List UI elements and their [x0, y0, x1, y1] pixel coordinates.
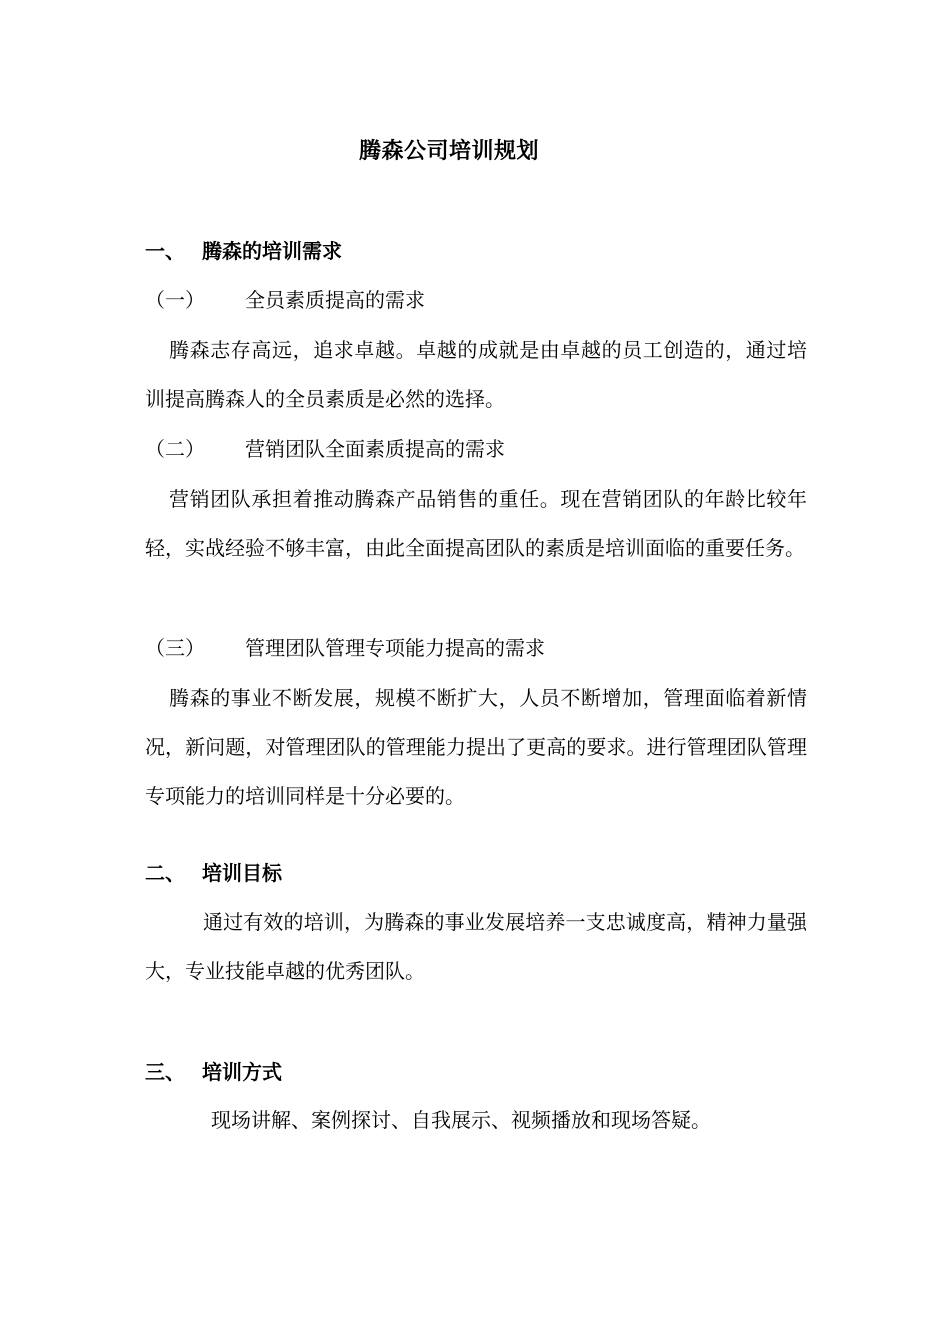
- section-title: 培训目标: [202, 861, 282, 885]
- subsection-heading-1-1: [145, 283, 425, 317]
- section-title: 培训方式: [202, 1060, 282, 1084]
- paragraph-2: 通过有效的培训，为腾森的事业发展培养一支忠诚度高，精神力量强大，专业技能卓越的优秀团队。: [145, 910, 807, 983]
- section-number: 一、: [145, 239, 185, 263]
- subsection-number: （一）: [145, 288, 205, 312]
- section-title: 腾森的培训需求: [202, 239, 342, 263]
- section-heading-1: [145, 234, 342, 268]
- section-heading-2: [145, 856, 282, 890]
- subsection-title: 全员素质提高的需求: [245, 288, 425, 312]
- document-title: 腾森公司培训规划: [358, 139, 539, 164]
- subsection-heading-1-3: [145, 631, 545, 665]
- subsection-number: （三）: [145, 636, 205, 660]
- subsection-number: （二）: [145, 437, 205, 461]
- paragraph-1-2: 营销团队承担着推动腾森产品销售的重任。现在营销团队的年龄比较年轻，实战经验不够丰富，由此全面提高团队的素质是培训面临的重要任务。: [145, 487, 807, 560]
- section-number: 二、: [145, 861, 185, 885]
- section-heading-3: [145, 1055, 282, 1089]
- subsection-heading-1-2: [145, 432, 505, 466]
- subsection-title: 营销团队全面素质提高的需求: [245, 437, 505, 461]
- subsection-title: 管理团队管理专项能力提高的需求: [245, 636, 545, 660]
- paragraph-3: 现场讲解、案例探讨、自我展示、视频播放和现场答疑。: [211, 1108, 711, 1132]
- paragraph-1-1: 腾森志存高远，追求卓越。卓越的成就是由卓越的员工创造的，通过培训提高腾森人的全员素质是必然的选择。: [145, 338, 807, 411]
- section-number: 三、: [145, 1060, 185, 1084]
- paragraph-1-3: 腾森的事业不断发展，规模不断扩大，人员不断增加，管理面临着新情况，新问题，对管理团队的管理能力提出了更高的要求。进行管理团队管理专项能力的培训同样是十分必要的。: [145, 686, 807, 808]
